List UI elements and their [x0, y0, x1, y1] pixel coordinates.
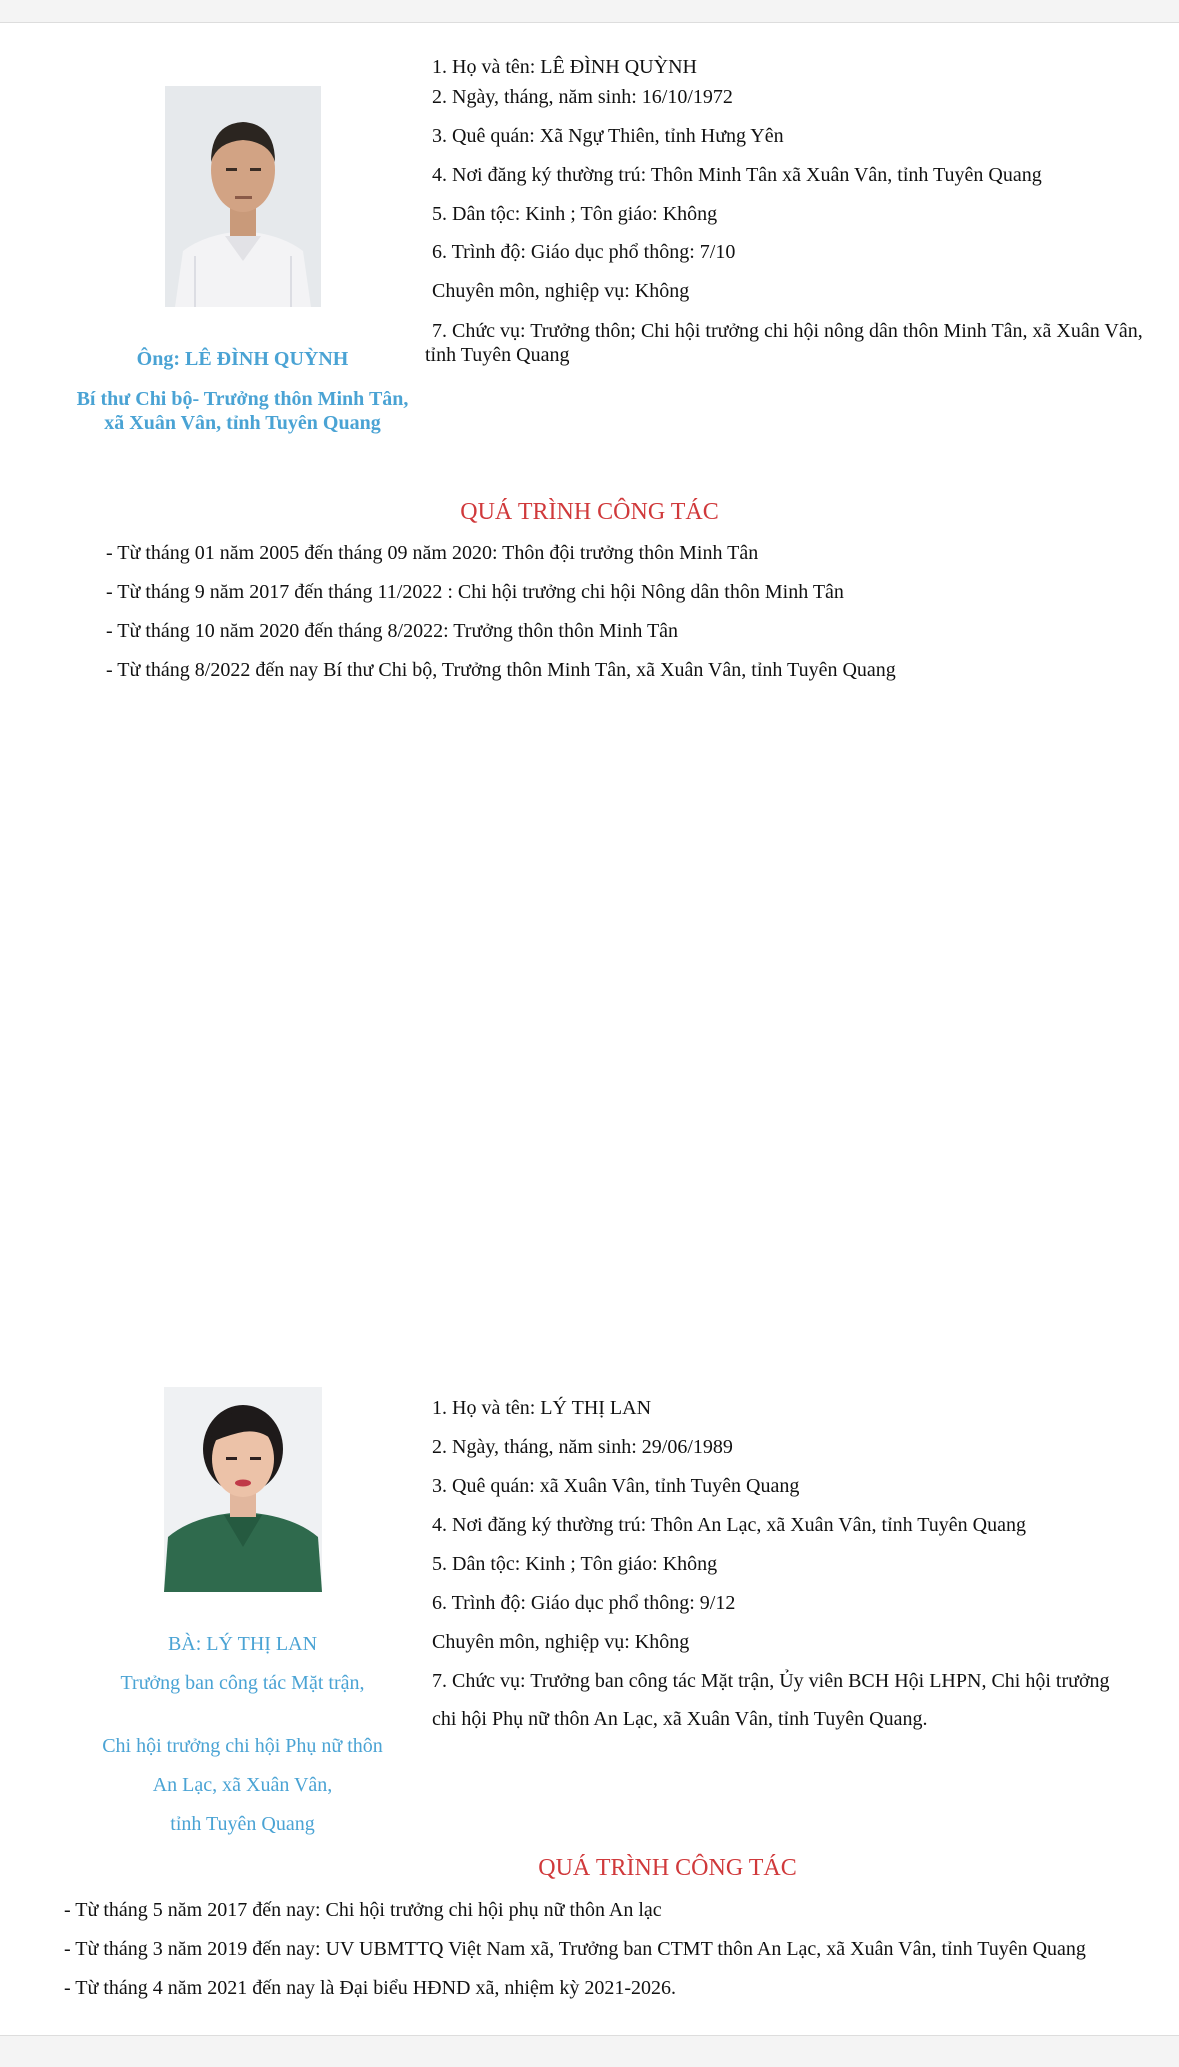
person1-caption-role-line2: xã Xuân Vân, tỉnh Tuyên Quang	[104, 412, 381, 434]
person1-history-item: - Từ tháng 9 năm 2017 đến tháng 11/2022 : Chi hội trưởng chi hội Nông dân thôn Minh Tân	[106, 581, 844, 603]
person1-birth-date: 2. Ngày, tháng, năm sinh: 16/10/1972	[432, 86, 733, 108]
person1-history-item: - Từ tháng 01 năm 2005 đến tháng 09 năm 2020: Thôn đội trưởng thôn Minh Tân	[106, 542, 759, 564]
person1-caption-name: Ông: LÊ ĐÌNH QUỲNH	[136, 348, 349, 370]
person2-history-item: - Từ tháng 5 năm 2017 đến nay: Chi hội trưởng chi hội phụ nữ thôn An lạc	[64, 1899, 662, 1921]
person1-position: 7. Chức vụ: Trưởng thôn; Chi hội trưởng chi hội nông dân thôn Minh Tân, xã Xuân Vân, tỉnh Tuyên Quang	[425, 320, 1143, 366]
person1-education: 6. Trình độ: Giáo dục phổ thông: 7/10	[432, 241, 736, 263]
person2-history-item: - Từ tháng 4 năm 2021 đến nay là Đại biểu HĐND xã, nhiệm kỳ 2021-2026.	[64, 1977, 677, 1999]
person2-caption-role-line3: An Lạc, xã Xuân Vân,	[152, 1774, 333, 1796]
person2-birth-date: 2. Ngày, tháng, năm sinh: 29/06/1989	[432, 1436, 733, 1458]
person2-specialty: Chuyên môn, nghiệp vụ: Không	[432, 1631, 690, 1653]
person2-caption-role-line2: Chi hội trưởng chi hội Phụ nữ thôn	[102, 1735, 383, 1757]
person2-position-line1: 7. Chức vụ: Trưởng ban công tác Mặt trận, Ủy viên BCH Hội LHPN, Chi hội trưởng	[432, 1670, 1110, 1692]
person1-history-title: QUÁ TRÌNH CÔNG TÁC	[460, 499, 719, 525]
person2-caption-role-line1: Trưởng ban công tác Mặt trận,	[120, 1672, 365, 1694]
person1-residence: 4. Nơi đăng ký thường trú: Thôn Minh Tân xã Xuân Vân, tỉnh Tuyên Quang	[432, 164, 1042, 186]
person2-history-title: QUÁ TRÌNH CÔNG TÁC	[538, 1855, 797, 1881]
person2-ethnicity-religion: 5. Dân tộc: Kinh ; Tôn giáo: Không	[432, 1553, 718, 1575]
person2-caption-role-line4: tỉnh Tuyên Quang	[170, 1813, 315, 1835]
person2-history-item: - Từ tháng 3 năm 2019 đến nay: UV UBMTTQ Việt Nam xã, Trưởng ban CTMT thôn An Lạc, xã Xuân Vân, tỉnh Tuyên Quang	[64, 1938, 1086, 1960]
person1-history-item: - Từ tháng 10 năm 2020 đến tháng 8/2022: Trưởng thôn thôn Minh Tân	[106, 620, 679, 642]
person1-full-name: 1. Họ và tên: LÊ ĐÌNH QUỲNH	[432, 56, 697, 78]
person2-full-name: 1. Họ và tên: LÝ THỊ LAN	[432, 1397, 652, 1419]
page-bottom-edge	[0, 2035, 1179, 2067]
person2-caption-name: BÀ: LÝ THỊ LAN	[167, 1633, 318, 1655]
page-top-edge	[0, 0, 1179, 23]
portrait-photo-man	[165, 86, 321, 307]
person2-residence: 4. Nơi đăng ký thường trú: Thôn An Lạc, xã Xuân Vân, tỉnh Tuyên Quang	[432, 1514, 1026, 1536]
person1-specialty: Chuyên môn, nghiệp vụ: Không	[432, 280, 690, 302]
person2-hometown: 3. Quê quán: xã Xuân Vân, tỉnh Tuyên Quang	[432, 1475, 800, 1497]
person1-history-item: - Từ tháng 8/2022 đến nay Bí thư Chi bộ, Trưởng thôn Minh Tân, xã Xuân Vân, tỉnh Tuyên Quang	[106, 659, 896, 681]
person1-hometown: 3. Quê quán: Xã Ngự Thiên, tỉnh Hưng Yên	[432, 125, 784, 147]
portrait-photo-woman	[164, 1387, 322, 1592]
person1-caption-role-line1: Bí thư Chi bộ- Trưởng thôn Minh Tân,	[76, 388, 409, 410]
person2-education: 6. Trình độ: Giáo dục phổ thông: 9/12	[432, 1592, 736, 1614]
person1-ethnicity-religion: 5. Dân tộc: Kinh ; Tôn giáo: Không	[432, 203, 718, 225]
person2-position-line2: chi hội Phụ nữ thôn An Lạc, xã Xuân Vân, tỉnh Tuyên Quang.	[432, 1708, 928, 1730]
